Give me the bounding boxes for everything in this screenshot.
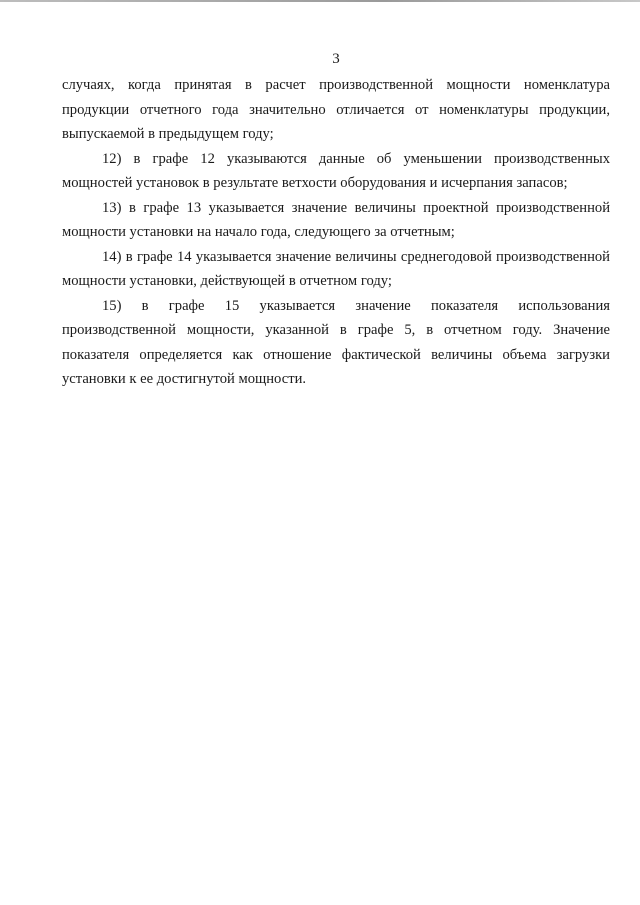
top-border-line [0,0,640,2]
paragraph-item-14: 14) в графе 14 указывается значение величины среднегодовой производственной мощности установки, действующей в отчетном году; [62,248,610,289]
document-body [62,73,610,392]
paragraph-item-12: 12) в графе 12 указываются данные об уменьшении производственных мощностей установок в результате ветхости оборудования и исчерпания запасов; [62,150,610,191]
paragraph-item-13: 13) в графе 13 указывается значение величины проектной производственной мощности установки на начало года, следующего за отчетным; [62,199,610,240]
page-number: 3 [332,51,340,67]
paragraph-continuation: случаях, когда принятая в расчет производственной мощности номенклатура продукции отчетного года значительно отличается от номенклатуры продукции, выпускаемой в предыдущем году; [62,77,610,142]
paragraph-item-15: 15) в графе 15 указывается значение показателя использования производственной мощности, указанной в графе 5, в отчетном году. Значение показателя определяется как отношение фактической величины объема загрузки установки к ее достигнутой мощности. [62,297,610,387]
